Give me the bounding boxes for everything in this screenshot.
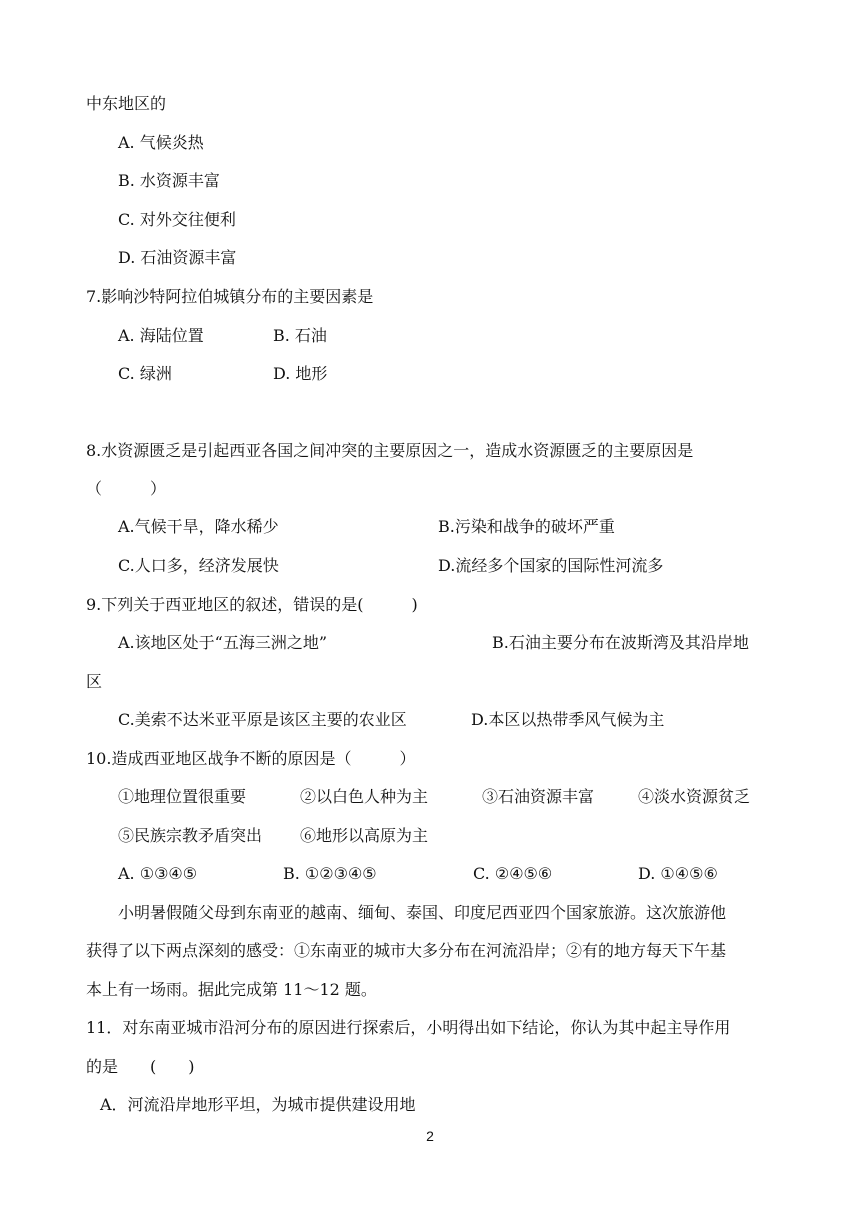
q9-option-b-cont: 区 [86, 672, 103, 691]
q10-stem: 10.造成西亚地区战争不断的原因是（ ） [86, 749, 416, 768]
q8-option-d: D.流经多个国家的国际性河流多 [438, 556, 664, 575]
q9-option-c: C.美索不达米亚平原是该区主要的农业区 [118, 710, 407, 729]
q7-option-a: A. 海陆位置 [118, 326, 204, 345]
q10-option-a: A. ①③④⑤ [118, 864, 198, 883]
q10-item-1: ①地理位置很重要 [118, 787, 247, 806]
passage-line-3: 本上有一场雨。据此完成第 11～12 题。 [86, 980, 377, 999]
q7-option-c: C. 绿洲 [118, 364, 172, 383]
q10-item-6: ⑥地形以高原为主 [300, 826, 429, 845]
q10-item-2: ②以白色人种为主 [300, 787, 429, 806]
q11-option-a: A．河流沿岸地形平坦，为城市提供建设用地 [100, 1095, 416, 1114]
q6-option-a: A. 气候炎热 [118, 133, 204, 152]
passage-line-2: 获得了以下两点深刻的感受：①东南亚的城市大多分布在河流沿岸；②有的地方每天下午基 [86, 941, 727, 960]
q7-option-b: B. 石油 [273, 326, 327, 345]
q10-item-4: ④淡水资源贫乏 [638, 787, 751, 806]
q9-option-b: B.石油主要分布在波斯湾及其沿岸地 [492, 633, 749, 652]
q10-option-c: C. ②④⑤⑥ [473, 864, 553, 883]
q10-option-b: B. ①②③④⑤ [283, 864, 377, 883]
continued-text: 中东地区的 [86, 94, 167, 113]
q6-option-b: B. 水资源丰富 [118, 171, 220, 190]
page-number: 2 [426, 1128, 434, 1144]
passage-line-1: 小明暑假随父母到东南亚的越南、缅甸、泰国、印度尼西亚四个国家旅游。这次旅游他 [118, 903, 727, 922]
q8-option-c: C.人口多，经济发展快 [118, 556, 279, 575]
q8-option-b: B.污染和战争的破坏严重 [438, 517, 615, 536]
q11-stem: 11．对东南亚城市沿河分布的原因进行探索后，小明得出如下结论，你认为其中起主导作用 [86, 1018, 731, 1037]
q9-option-d: D.本区以热带季风气候为主 [471, 710, 665, 729]
q10-item-5: ⑤民族宗教矛盾突出 [118, 826, 263, 845]
q10-item-3: ③石油资源丰富 [482, 787, 595, 806]
q6-option-d: D. 石油资源丰富 [118, 248, 237, 267]
q10-option-d: D. ①④⑤⑥ [638, 864, 718, 883]
q6-option-c: C. 对外交往便利 [118, 210, 236, 229]
q7-option-d: D. 地形 [273, 364, 328, 383]
q11-stem-cont: 的是 ( ) [86, 1057, 195, 1076]
q9-option-a: A.该地区处于“五海三洲之地” [118, 633, 328, 652]
q7-stem: 7.影响沙特阿拉伯城镇分布的主要因素是 [86, 287, 374, 306]
q9-stem: 9.下列关于西亚地区的叙述，错误的是( ) [86, 595, 418, 614]
q8-stem: 8.水资源匮乏是引起西亚各国之间冲突的主要原因之一，造成水资源匮乏的主要原因是 [86, 441, 694, 460]
q8-option-a: A.气候干旱，降水稀少 [118, 517, 279, 536]
q8-stem-cont: （ ） [86, 479, 167, 498]
